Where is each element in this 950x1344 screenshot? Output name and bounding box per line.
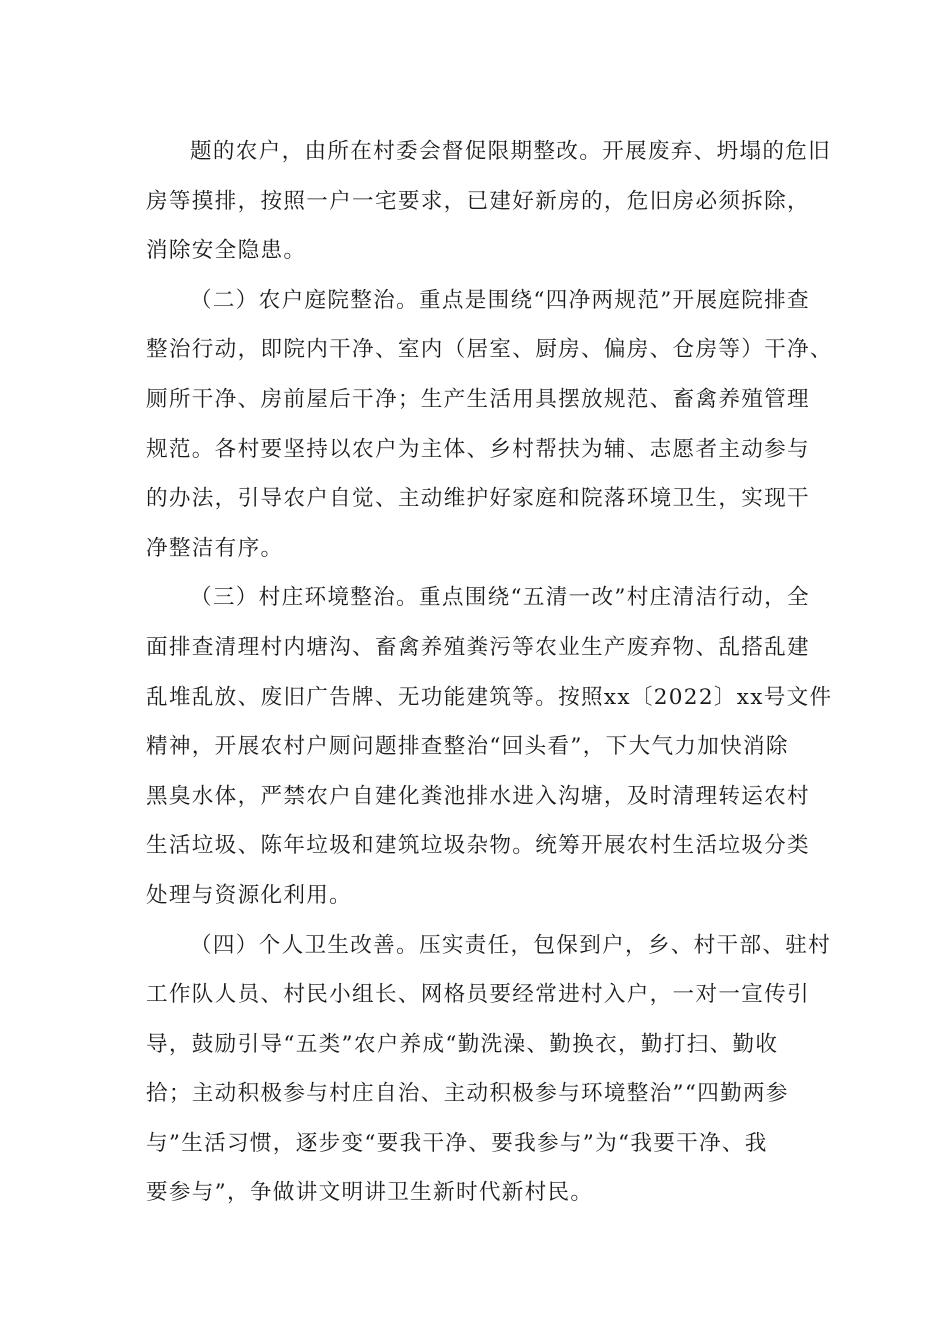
text-line: （四）个人卫生改善。压实责任，包保到户，乡、村干部、驻村 [190,932,832,958]
text-line: 规范。各村要坚持以农户为主体、乡村帮扶为辅、志愿者主动参与 [146,436,810,462]
text-line: 工作队人员、村民小组长、网格员要经常进村入户，一对一宣传引 [146,982,810,1008]
text-line: 题的农户，由所在村委会督促限期整改。开展废弃、坍塌的危旧 [190,139,832,164]
text-line: 生活垃圾、陈年垃圾和建筑垃圾杂物。统筹开展农村生活垃圾分类 [146,833,810,859]
text-line: 厕所干净、房前屋后干净；生产生活用具摆放规范、畜禽养殖管理 [146,386,810,412]
text-line: 处理与资源化利用。 [146,882,353,908]
text-line: 黑臭水体，严禁农户自建化粪池排水进入沟塘，及时清理转运农村 [146,783,810,809]
text-line: 要参与”，争做讲文明讲卫生新时代新村民。 [146,1180,594,1206]
text-line: 消除安全隐患。 [146,238,307,264]
text-line: 房等摸排，按照一户一宅要求，已建好新房的，危旧房必须拆除， [146,188,810,214]
text-line: 乱堆乱放、废旧广告牌、无功能建筑等。按照xx〔2022〕xx号文件 [146,684,833,710]
text-line: 净整洁有序。 [146,535,284,561]
text-line: 的办法，引导农户自觉、主动维护好家庭和院落环境卫生，实现干 [146,486,810,512]
text-line: （三）村庄环境整治。重点围绕“五清一改”村庄清洁行动，全 [190,585,810,611]
text-line: 与”生活习惯，逐步变“要我干净、要我参与”为“我要干净、我 [146,1130,768,1156]
text-line: 导，鼓励引导“五类”农户养成“勤洗澡、勤换衣，勤打扫、勤收 [146,1031,779,1057]
text-line: 整治行动，即院内干净、室内（居室、厨房、偏房、仓房等）干净、 [146,337,833,363]
text-line: 精神，开展农村户厕问题排查整治“回头看”，下大气力加快消除 [146,734,789,760]
text-line: 面排查清理村内塘沟、畜禽养殖粪污等农业生产废弃物、乱搭乱建 [146,634,810,660]
text-line: 拾；主动积极参与村庄自治、主动积极参与环境整治”“四勤两参 [146,1081,789,1107]
text-line: （二）农户庭院整治。重点是围绕“四净两规范”开展庭院排查 [190,287,810,313]
document-body [146,127,833,1218]
